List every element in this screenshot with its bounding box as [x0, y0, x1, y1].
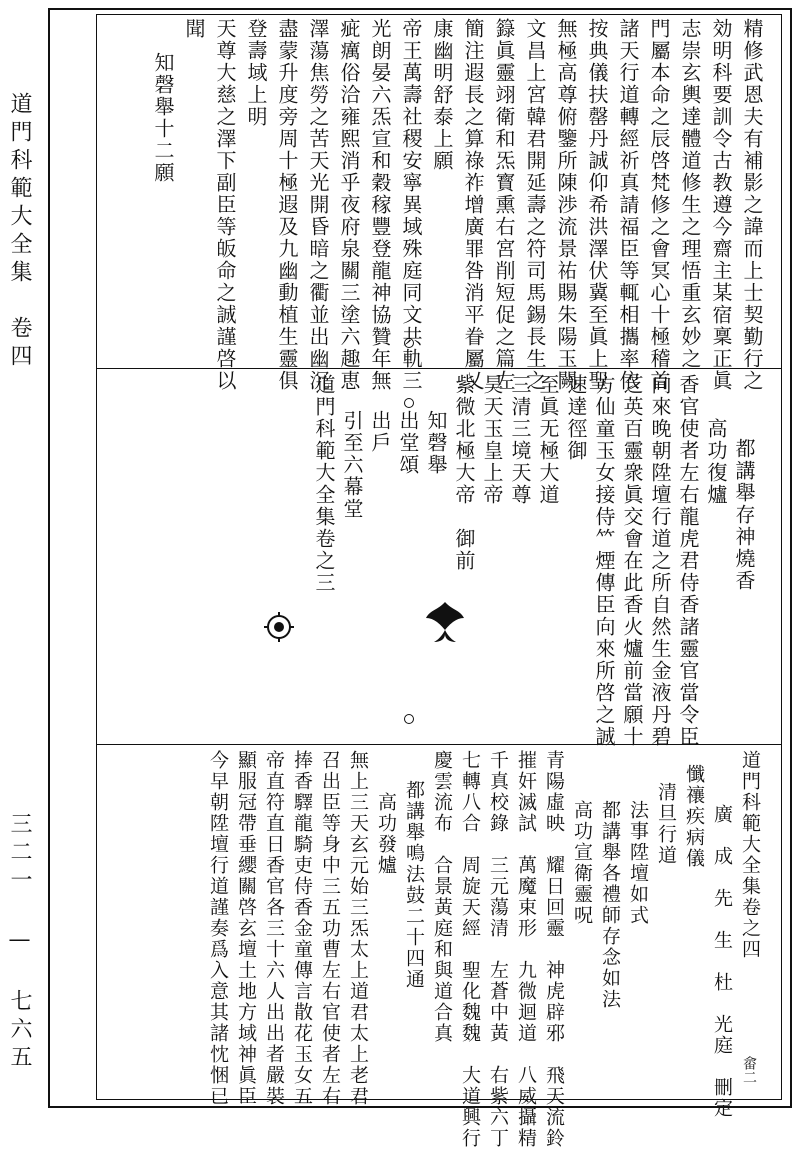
- panel_top-column: 籙眞靈翊衛和炁寳熏右宮削短促之篇左: [492, 18, 516, 392]
- panel_top-column: 盡蒙升度旁周十極遐及九幽動植生靈俱: [275, 18, 299, 392]
- panel_top-column: 聞: [182, 18, 206, 40]
- panel_top-column: 簡注遐長之算祿祚增廣罪咎消平眷屬乂: [461, 18, 485, 392]
- panel_top-column: 文昌上宮韓君開延壽之符司馬錫長生之: [523, 18, 547, 392]
- panel_mid-column: 向來晚朝陞壇行道之所自然生金液丹碧: [648, 374, 672, 748]
- panel-top: [100, 18, 776, 392]
- panel_top-column: 無極高尊俯鑒所陳渉流景祐賜朱陽玉闕: [554, 18, 578, 392]
- panel_bottom-column: 高功宣衛靈呪: [571, 800, 593, 926]
- panel_top-column: 按典儀扶罄丹誠仰希洪澤伏冀至眞上聖: [585, 18, 609, 392]
- panel_bottom-column: 法事陞壇如式: [627, 800, 649, 926]
- circle-mark-2: [404, 398, 414, 408]
- page-number: 三二一 — 七六五: [7, 812, 32, 1073]
- panel_mid-column: 都講舉存神燒香: [732, 438, 756, 592]
- panel_mid-column: 引至六幕堂: [340, 410, 364, 520]
- panel_mid-column: 道門科範大全集卷之三: [312, 374, 336, 594]
- panel_top-column: 精修武恩夫有補影之諱而上士契勤行之: [740, 18, 764, 392]
- panel_top-column: 諸天行道轉經祈真請福臣等輒相攜率依: [616, 18, 640, 392]
- panel_mid-column: 香官使者左右龍虎君侍香諸靈官當令臣: [676, 374, 700, 748]
- margin-title: 道門科範大全集 卷四: [7, 92, 32, 372]
- panel_mid-column: 速達徑御: [564, 374, 588, 462]
- panel_bottom-column: 千真校錄 三元蕩清 左蒼中黃 右紫六丁: [487, 750, 509, 1149]
- panel_bottom-column: 今早朝陞壇行道謹奏爲入意其諸忱悃已: [207, 750, 229, 1107]
- panel_top-column: 志崇玄輿達體道修生之理悟重玄妙之: [678, 18, 702, 370]
- panel_bottom-column: 廣 成 先 生 杜 光庭 刪定: [711, 804, 733, 1119]
- circle-mark-1: [404, 338, 414, 348]
- panel_bottom-column: 都講舉各禮師存念如法: [599, 800, 621, 1010]
- panel_bottom-column: 捧香驛龍騎吏侍香金童傳言散花玉女五: [291, 750, 313, 1107]
- panel_mid-column: 出戶: [368, 410, 392, 454]
- panel_bottom-column: 都講舉鳴法鼓二十四通: [403, 780, 425, 990]
- panel_top-column: 登壽域上明: [244, 18, 268, 128]
- panel_mid-column: 高功復爐: [704, 418, 728, 506]
- panel_bottom-column: 摧奸滅試 萬魔束形 九微迴道 八威攝精: [515, 750, 537, 1149]
- panel_mid-column: 紫微北極大帝 御前: [452, 374, 476, 572]
- panel-mid: [100, 374, 776, 748]
- panel_mid-column: 芝英百靈衆眞交會在此香火爐前當願十: [620, 374, 644, 748]
- panel_bottom-column: 青陽虛映 耀日回靈 神虎辟邪 飛天流鈴: [543, 750, 565, 1149]
- panel_bottom-column: 無上三天玄元始三炁太上道君太上老君: [347, 750, 369, 1107]
- panel_bottom-column: 清旦行道: [655, 782, 677, 866]
- panel_bottom-column: 懺禳疾病儀: [683, 764, 705, 869]
- circle-mark-3: [404, 714, 414, 724]
- panel_top-column: 光朗晏六炁宣和穀稼豐登龍神協贊年無: [368, 18, 392, 392]
- panel_mid-column: 方仙童玉女接侍𥫗煙傳臣向來所啓之誠: [592, 374, 616, 748]
- panel_top-column: 疵癘俗洽雍熙消乎夜府泉關三塗六趣恵: [337, 18, 361, 392]
- panel_top-column: 知磬舉十二願: [151, 52, 175, 184]
- panel_bottom-column: 七轉八合 周旋天經 聖化魏魏 大道興行: [459, 750, 481, 1149]
- panel_mid-column: 昊天玉皇上帝: [480, 374, 504, 506]
- panel_top-column: 門屬本命之辰啓梵修之會冥心十極稽首: [647, 18, 671, 392]
- panel_bottom-column: 帝直符直日香官各三十六人出出者嚴裝: [263, 750, 285, 1107]
- cloud-ornament-icon: [420, 596, 470, 646]
- panel_top-column: 帝王萬壽社稷安寧異域殊庭同文共軌三: [399, 18, 423, 392]
- panel_mid-column: 出堂頌: [396, 410, 420, 476]
- panel_top-column: 天尊大慈之澤下副臣等皈命之誠謹啓以: [213, 18, 237, 392]
- panel_bottom-column: 道門科範大全集卷之四: [739, 750, 761, 960]
- panel_bottom-column: 慶雲流布 合景黃庭和與道合真: [431, 750, 453, 1044]
- panel-bottom: [100, 750, 776, 1149]
- panel_top-column: 効明科要訓令古教遵今齋主某宿稟正眞: [709, 18, 733, 392]
- panel_bottom-column: 召出臣等身中三五功曹左右官使者左右: [319, 750, 341, 1107]
- panel_top-column: 康幽明舒泰上願: [430, 18, 454, 172]
- seal-ornament-icon: [264, 612, 294, 642]
- panel_mid-column: 至眞无極大道: [536, 374, 560, 506]
- panel_mid-column: 知磬舉: [424, 410, 448, 476]
- panel_bottom-column: 高功發爐: [375, 792, 397, 876]
- folio-mark: 畲二: [741, 1056, 757, 1084]
- panel_bottom-column: 顯服冠帶垂纓關啓玄壇土地方域神眞臣: [235, 750, 257, 1107]
- panel_mid-column: 三清三境天尊: [508, 374, 532, 506]
- panel_top-column: 澤蕩焦勞之苦天光開昏暗之衢並出幽沉: [306, 18, 330, 392]
